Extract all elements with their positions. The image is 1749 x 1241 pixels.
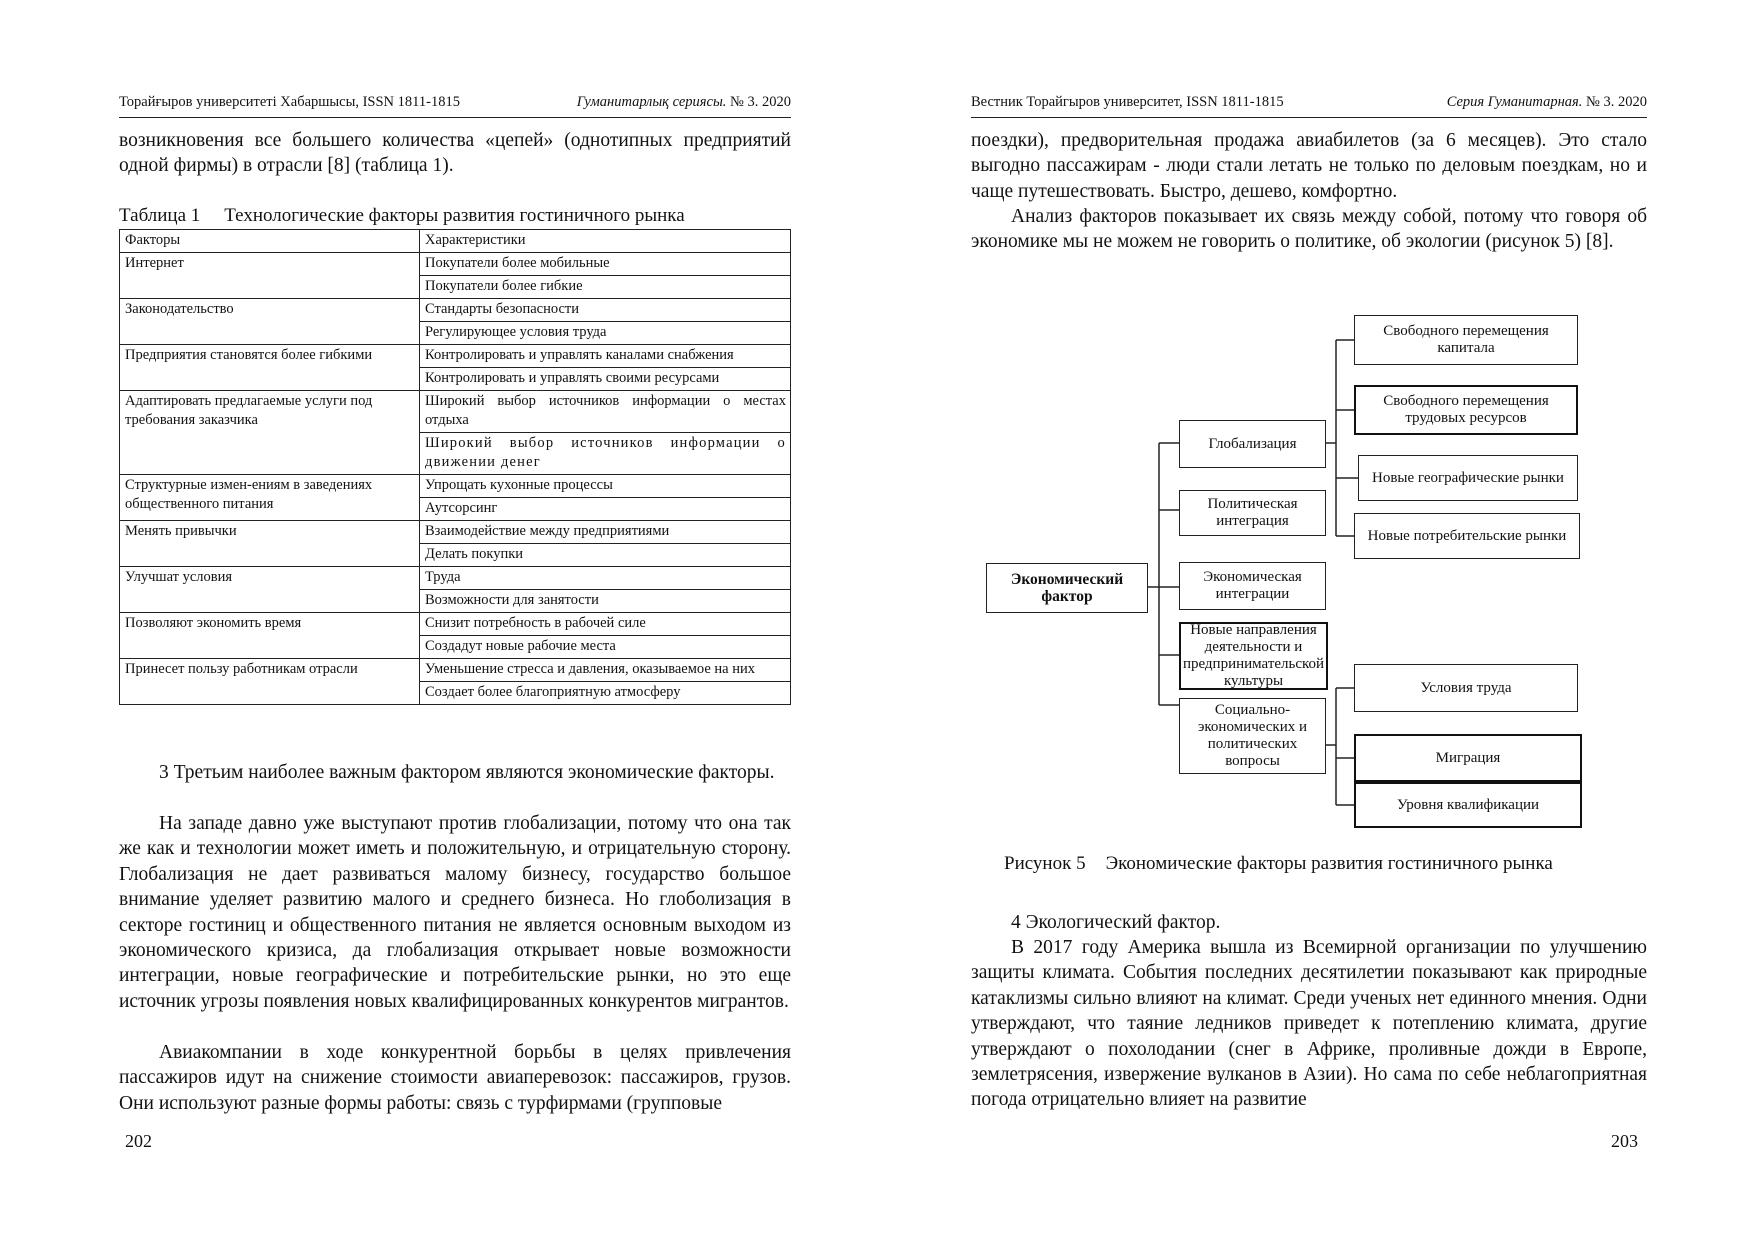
- diagram-root-node: Экономический фактор: [986, 563, 1148, 613]
- table-characteristic-cell: Контролировать и управлять своими ресурсами: [420, 368, 791, 391]
- table-factor-cell: Принесет пользу работникам отрасли: [120, 659, 420, 705]
- paragraph-globalization: На западе давно уже выступают против глобализации, потому что она так же как и технологии может иметь и положительную, и отрицательную сторону. Глобализация не дает развиваться малому бизнесу, государство большое внимание уделяет развитию малого и среднего бизнеса. Но глоболизация в секторе гостиниц и общественного питания не является основным выходом из экономического кризиса, да глобализация открывает новые возможности интеграции, новые географические и потребительские рынки, но это еще источник угрозы появления новых квалифицированных конкурентов мигрантов.: [119, 813, 791, 1012]
- diagram-node-capital-movement: Свободного перемещения капитала: [1354, 315, 1578, 365]
- table-characteristic-cell: Стандарты безопасности: [420, 299, 791, 322]
- journal-title: Вестник Торайгыров университет, ISSN 1811-1815: [971, 94, 1284, 110]
- right-page: [874, 0, 1749, 1241]
- factors-table: [119, 229, 791, 705]
- running-head-left: [119, 93, 791, 118]
- diagram-node-social-economic: Социально-экономических и политических вопросы: [1179, 698, 1326, 774]
- paragraph-trips: поездки), предворительная продажа авиабилетов (за 6 месяцев). Это стало выгодно пассажирам - люди стали летать не только по деловым поездкам, но и чаще путешествовать. Быстро, дешево, комфортно.: [971, 130, 1647, 202]
- issue-number: № 3. 2020: [730, 94, 791, 110]
- table-factor-cell: Адаптировать предлагаемые услуги под требования заказчика: [120, 391, 420, 475]
- series-issue: [1447, 93, 1647, 111]
- table-characteristic-cell: Контролировать и управлять каналами снабжения: [420, 345, 791, 368]
- issue-number: № 3. 2020: [1586, 94, 1647, 110]
- table-characteristic-cell: Создает более благоприятную атмосферу: [420, 682, 791, 705]
- table-factor-cell: Позволяют экономить время: [120, 613, 420, 659]
- table-row: [120, 299, 791, 322]
- figure-caption-title: Экономические факторы развития гостиничного рынка: [1105, 853, 1553, 874]
- table-factor-cell: Структурные измен-ениям в заведениях общественного питания: [120, 475, 420, 521]
- figure-caption: [1004, 853, 1553, 875]
- page-number-right: 203: [1611, 1131, 1638, 1151]
- table-caption: [119, 205, 685, 227]
- diagram-node-geographic-markets: Новые географические рынки: [1358, 455, 1578, 501]
- table-row: [120, 613, 791, 636]
- economic-factors-diagram: [874, 300, 1749, 850]
- series-issue: [577, 93, 791, 111]
- table-caption-title: Технологические факторы развития гостиничного рынка: [224, 205, 685, 226]
- paragraph-airlines: Авиакомпании в ходе конкурентной борьбы в целях привлечения пассажиров идут на снижение стоимости авиаперевозок: пассажиров, грузов. Они используют разные формы работы: связь с турфирмами (групповые: [119, 1042, 791, 1114]
- table-characteristic-cell: Упрощать кухонные процессы: [420, 475, 791, 498]
- table-row: [120, 345, 791, 368]
- table-row: [120, 567, 791, 590]
- diagram-node-political-integration: Политическая интеграция: [1179, 490, 1326, 536]
- journal-title: Торайғыров университеті Хабаршысы, ISSN 1811-1815: [119, 94, 460, 110]
- paragraph-ecological-heading: 4 Экологический фактор.: [1011, 912, 1221, 933]
- diagram-node-globalization: Глобализация: [1179, 420, 1326, 468]
- table-header-cell: Факторы: [120, 230, 420, 253]
- paragraph-climate: В 2017 году Америка вышла из Всемирной организации по улучшению защиты климата. События последних десятилетии показывают как природные катаклизмы сильно влияют на климат. Среди ученых нет единного мнения. Одни утверждают, что таяние ледников приведет к потеплению климата, другие утверждают о похолодании (снег в Африке, проливные дожди в Европе, землетрясения, извержение вулканов в Азии). Но сама по себе неблагоприятная погода отрицательно влияет на развитие: [971, 937, 1647, 1111]
- diagram-node-migration: Миграция: [1354, 734, 1582, 782]
- table-characteristic-cell: Регулирующее условия труда: [420, 322, 791, 345]
- table-characteristic-cell: Широкий выбор источников информации о движении денег: [420, 433, 791, 475]
- paragraph-economic-factors: 3 Третьим наиболее важным фактором являются экономические факторы.: [159, 762, 775, 783]
- table-factor-cell: Законодательство: [120, 299, 420, 345]
- table-row: [120, 521, 791, 544]
- table-caption-label: Таблица 1: [119, 205, 201, 226]
- running-head-right: [971, 93, 1647, 118]
- table-characteristic-cell: Покупатели более мобильные: [420, 253, 791, 276]
- table-header-row: [120, 230, 791, 253]
- intro-paragraph: возникновения все большего количества «цепей» (однотипных предприятий одной фирмы) в отрасли [8] (таблица 1).: [119, 130, 791, 177]
- diagram-node-new-directions: Новые направления деятельности и предпринимательской культуры: [1179, 622, 1328, 690]
- diagram-node-consumer-markets: Новые потребительские рынки: [1354, 513, 1580, 559]
- table-characteristic-cell: Взаимодействие между предприятиями: [420, 521, 791, 544]
- table-characteristic-cell: Труда: [420, 567, 791, 590]
- diagram-node-qualification: Уровня квалификации: [1354, 782, 1582, 828]
- table-characteristic-cell: Делать покупки: [420, 544, 791, 567]
- table-characteristic-cell: Покупатели более гибкие: [420, 276, 791, 299]
- table-characteristic-cell: Аутсорсинг: [420, 498, 791, 521]
- diagram-node-economic-integration: Экономическая интеграции: [1179, 562, 1326, 610]
- table-row: [120, 475, 791, 498]
- table-factor-cell: Менять привычки: [120, 521, 420, 567]
- table-characteristic-cell: Широкий выбор источников информации о местах отдыха: [420, 391, 791, 433]
- diagram-node-labor-movement: Свободного перемещения трудовых ресурсов: [1354, 385, 1578, 435]
- table-characteristic-cell: Снизит потребность в рабочей силе: [420, 613, 791, 636]
- table-characteristic-cell: Уменьшение стресса и давления, оказываемое на них: [420, 659, 791, 682]
- table-factor-cell: Интернет: [120, 253, 420, 299]
- table-factor-cell: Предприятия становятся более гибкими: [120, 345, 420, 391]
- page-number-left: 202: [125, 1131, 152, 1151]
- series-title: Серия Гуманитарная.: [1446, 94, 1583, 110]
- series-title: Гуманитарлық сериясы.: [576, 94, 727, 110]
- table-row: [120, 391, 791, 433]
- diagram-node-working-conditions: Условия труда: [1354, 664, 1578, 712]
- paragraph-analysis: Анализ факторов показывает их связь между собой, потому что говоря об экономике мы не можем не говорить о политике, об экологии (рисунок 5) [8].: [971, 206, 1647, 253]
- left-page: [0, 0, 874, 1241]
- table-row: [120, 253, 791, 276]
- table-row: [120, 659, 791, 682]
- table-characteristic-cell: Создадут новые рабочие места: [420, 636, 791, 659]
- figure-caption-label: Рисунок 5: [1004, 853, 1086, 874]
- table-header-cell: Характеристики: [420, 230, 791, 253]
- table-factor-cell: Улучшат условия: [120, 567, 420, 613]
- table-characteristic-cell: Возможности для занятости: [420, 590, 791, 613]
